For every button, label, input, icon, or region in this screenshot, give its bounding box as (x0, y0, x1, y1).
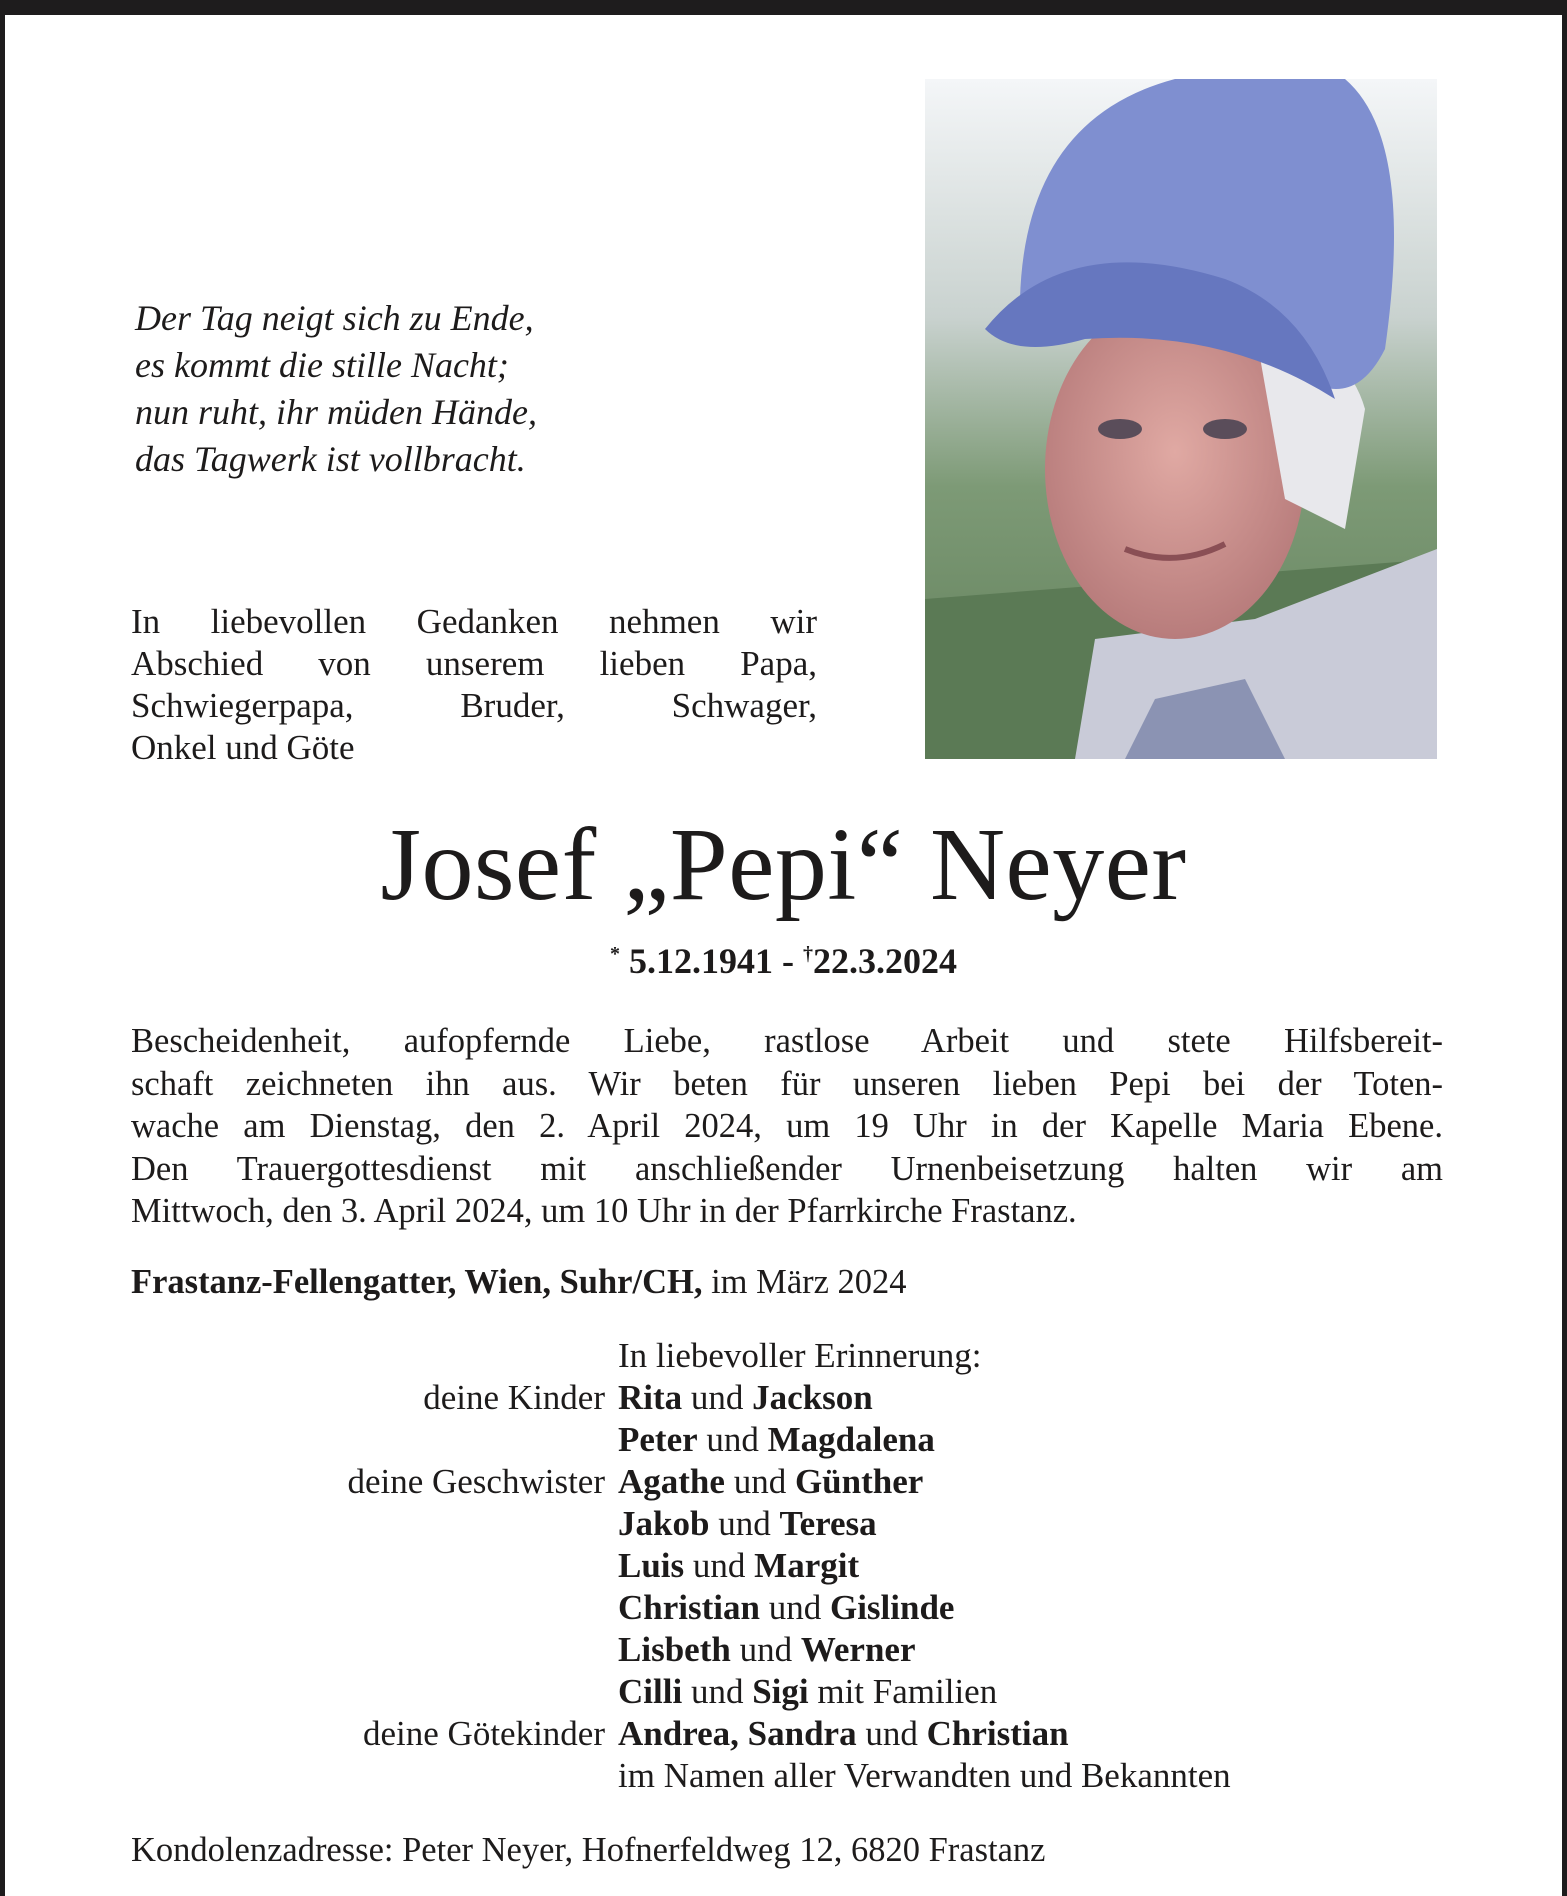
body-line: Mittwoch, den 3. April 2024, um 10 Uhr in der Pfarrkirche Frastanz. (131, 1192, 1077, 1230)
mourner-name: Agathe (618, 1462, 725, 1501)
mourner-name: Werner (800, 1630, 916, 1669)
mourner-names (618, 1713, 1069, 1755)
intro-line: Schwiegerpapa, Bruder, Schwager, (131, 686, 817, 725)
connector-text: im Namen aller Verwandten und Bekannten (618, 1756, 1231, 1795)
poem-line: es kommt die stille Nacht; (135, 345, 509, 385)
portrait-photo (925, 79, 1437, 759)
relation-label: deine Geschwister (347, 1462, 605, 1501)
intro-text (131, 601, 817, 769)
relation-label (5, 1629, 618, 1671)
poem-line: das Tagwerk ist vollbracht. (135, 439, 526, 479)
mourner-names (618, 1755, 1231, 1797)
connector-text: mit Familien (808, 1672, 998, 1711)
relation-label (5, 1671, 618, 1713)
relation-label (5, 1755, 618, 1797)
relation-label (5, 1587, 618, 1629)
body-line: wache am Dienstag, den 2. April 2024, um 19 Uhr in der Kapelle Maria Ebene. (131, 1107, 1443, 1145)
connector-text: und (684, 1546, 755, 1585)
mourner-row (5, 1335, 1562, 1377)
mourner-row (5, 1755, 1562, 1797)
connector-text: und (682, 1378, 753, 1417)
relation-label: deine Götekinder (363, 1714, 605, 1753)
mourner-name: Sigi (752, 1672, 809, 1711)
mourner-names (618, 1629, 916, 1671)
relation-label (5, 1419, 618, 1461)
relation-label (5, 1503, 618, 1545)
locations: Frastanz-Fellengatter, Wien, Suhr/CH, (131, 1263, 703, 1301)
mourner-names (618, 1335, 981, 1377)
connector-text: und (856, 1714, 927, 1753)
intro-line: Onkel und Göte (131, 728, 355, 767)
mourner-name: Margit (754, 1546, 860, 1585)
poem (135, 295, 537, 483)
mourner-row (5, 1419, 1562, 1461)
death-date: 22.3.2024 (813, 941, 957, 981)
mourner-row (5, 1503, 1562, 1545)
mourner-row (5, 1377, 1562, 1419)
life-dates (5, 940, 1562, 982)
mourner-names (618, 1503, 877, 1545)
mourner-name: Cilli (618, 1672, 683, 1711)
connector-text: und (682, 1672, 753, 1711)
deceased-name: Josef „Pepi“ Neyer (380, 807, 1187, 922)
mourner-row (5, 1545, 1562, 1587)
death-symbol: † (803, 943, 813, 965)
mourner-name: Lisbeth (618, 1630, 731, 1669)
body-line: schaft zeichneten ihn aus. Wir beten für unseren lieben Pepi bei der Toten- (131, 1064, 1443, 1103)
relation-label (5, 1335, 618, 1377)
mourner-name: Christian (618, 1588, 760, 1627)
mourner-name: Luis (618, 1546, 685, 1585)
mourner-row (5, 1587, 1562, 1629)
place-date-line (131, 1263, 907, 1302)
mourner-name: Peter (618, 1420, 698, 1459)
mourner-row (5, 1629, 1562, 1671)
connector-text: und (730, 1630, 801, 1669)
mourner-names (618, 1545, 859, 1587)
mourner-names (618, 1587, 954, 1629)
birth-date: 5.12.1941 - (629, 941, 794, 981)
mourner-name: Magdalena (767, 1420, 935, 1459)
connector-text: und (724, 1462, 795, 1501)
relation-label (5, 1545, 618, 1587)
poem-line: nun ruht, ihr müden Hände, (135, 392, 537, 432)
mourners-list (5, 1335, 1562, 1797)
connector-text: In liebevoller Erinnerung: (618, 1336, 982, 1375)
mourner-names (618, 1671, 997, 1713)
mourner-names (618, 1419, 935, 1461)
relation-label: deine Kinder (423, 1378, 605, 1417)
mourner-name: Teresa (779, 1504, 877, 1543)
condolence-address: Kondolenzadresse: Peter Neyer, Hofnerfeldweg 12, 6820 Frastanz (131, 1831, 1046, 1869)
body-line: Den Trauergottesdienst mit anschließender Urnenbeisetzung halten wir am (131, 1149, 1443, 1188)
obituary-page (5, 15, 1562, 1896)
mourner-row (5, 1671, 1562, 1713)
mourner-row (5, 1713, 1562, 1755)
mourner-name: Jakob (618, 1504, 710, 1543)
connector-text: und (697, 1420, 768, 1459)
birth-symbol: * (610, 943, 620, 965)
mourner-names (618, 1461, 923, 1503)
mourner-name: Gislinde (829, 1588, 955, 1627)
body-line: Bescheidenheit, aufopfernde Liebe, rastlose Arbeit und stete Hilfsbereit- (131, 1022, 1443, 1060)
mourner-row (5, 1461, 1562, 1503)
connector-text: und (759, 1588, 830, 1627)
mourner-names (618, 1377, 873, 1419)
place-date: im März 2024 (702, 1263, 907, 1301)
poem-line: Der Tag neigt sich zu Ende, (135, 298, 534, 338)
body-text (131, 1020, 1443, 1233)
mourner-name: Christian (926, 1714, 1069, 1753)
intro-line: In liebevollen Gedanken nehmen wir (131, 602, 817, 641)
connector-text: und (709, 1504, 780, 1543)
intro-line: Abschied von unserem lieben Papa, (131, 644, 817, 683)
mourner-name: Rita (618, 1378, 683, 1417)
mourner-name: Jackson (752, 1378, 873, 1417)
mourner-name: Günther (794, 1462, 924, 1501)
mourner-name: Andrea, Sandra (618, 1714, 857, 1753)
